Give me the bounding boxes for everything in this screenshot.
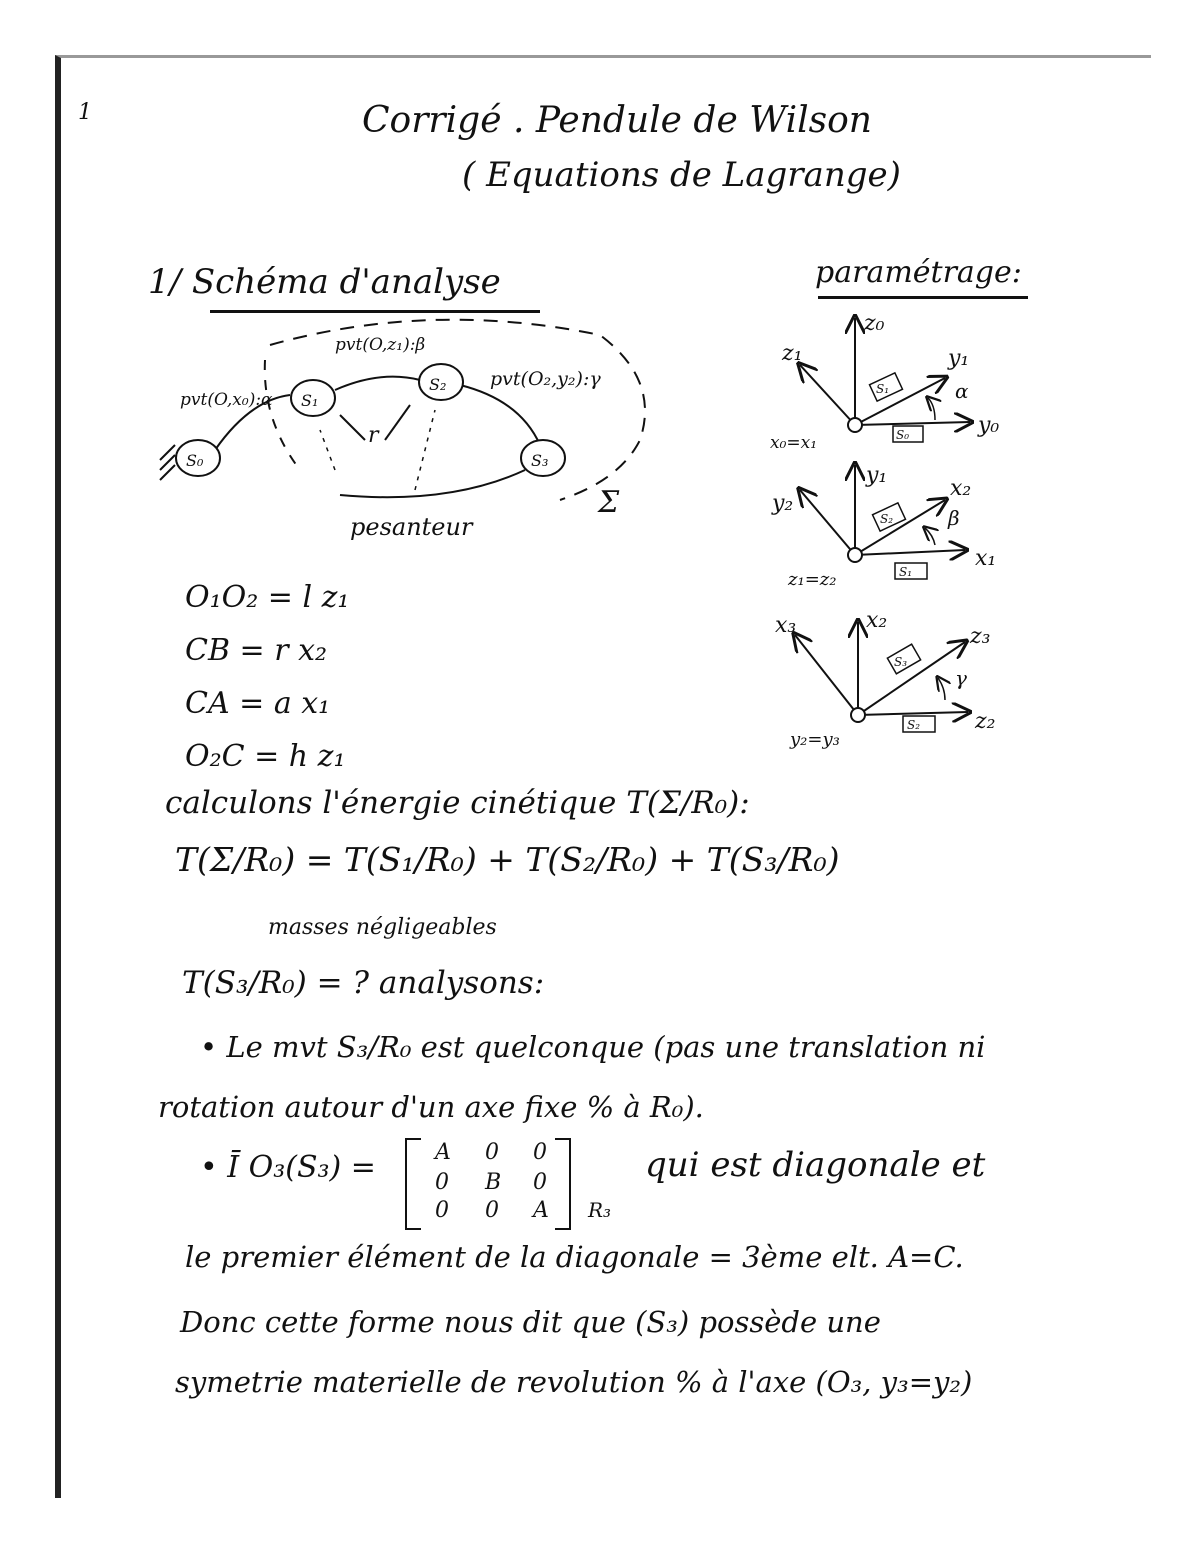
label-s3: S₃ <box>531 451 549 470</box>
spring-label: r <box>368 423 379 448</box>
svg-text:x₁: x₁ <box>975 546 997 571</box>
inertia-label: • Ī O₃(S₃) = <box>200 1150 376 1185</box>
matrix-cell: B <box>485 1170 502 1195</box>
svg-text:y₂=y₃: y₂=y₃ <box>790 729 840 750</box>
param-diagram-3 <box>775 608 995 750</box>
section-title: 1/ Schéma d'analyse <box>148 262 501 302</box>
movement-line-2: rotation autour d'un axe fixe % à R₀). <box>158 1090 704 1124</box>
kinetic-energy-intro: calculons l'énergie cinétique T(Σ/R₀): <box>165 785 750 821</box>
vector-o2c: O₂C = h z₁ <box>185 739 346 774</box>
svg-text:x₂: x₂ <box>866 608 888 633</box>
svg-text:y₁: y₁ <box>866 463 888 488</box>
svg-text:z₀: z₀ <box>864 311 885 336</box>
svg-text:x₃: x₃ <box>775 613 797 638</box>
label-s1: S₁ <box>301 391 319 410</box>
matrix-cell: 0 <box>485 1198 499 1223</box>
svg-text:S₀: S₀ <box>896 428 910 442</box>
svg-text:z₂: z₂ <box>975 709 996 734</box>
svg-text:S₂: S₂ <box>880 512 894 526</box>
diagonal-note: qui est diagonale et <box>645 1145 986 1185</box>
matrix-bracket-right <box>555 1138 571 1230</box>
svg-text:β: β <box>948 506 960 530</box>
conclusion-line-1: Donc cette forme nous dit que (S₃) possède une <box>180 1305 881 1339</box>
masses-note: masses négligeables <box>268 915 497 940</box>
svg-text:S₃: S₃ <box>894 655 908 669</box>
label-s0: S₀ <box>186 451 204 470</box>
svg-text:y₁: y₁ <box>948 346 970 371</box>
svg-text:x₀=x₁: x₀=x₁ <box>770 433 818 453</box>
kinetic-energy-sum: T(Σ/R₀) = T(S₁/R₀) + T(S₂/R₀) + T(S₃/R₀) <box>175 840 840 879</box>
parametrage-title: paramétrage: <box>815 255 1022 290</box>
vector-cb: CB = r x₂ <box>185 633 328 668</box>
svg-text:x₂: x₂ <box>950 476 972 501</box>
svg-text:γ: γ <box>955 666 967 690</box>
first-element-line: le premier élément de la diagonale = 3ème elt. A=C. <box>185 1240 964 1274</box>
matrix-cell: 0 <box>485 1140 499 1165</box>
param-diagram-1 <box>770 311 999 453</box>
matrix-cell: A <box>533 1198 549 1223</box>
link-beta-label: pvt(O,z₁):β <box>335 335 426 355</box>
page-title: Corrigé . Pendule de Wilson <box>362 100 872 141</box>
gravity-label: pesanteur <box>350 513 473 541</box>
system-label: Σ <box>598 485 620 520</box>
svg-text:y₂: y₂ <box>772 491 794 516</box>
matrix-cell: 0 <box>435 1198 449 1223</box>
vector-o1o2: O₁O₂ = l z₁ <box>185 580 350 615</box>
inertia-matrix <box>405 1138 590 1228</box>
matrix-cell: 0 <box>435 1170 449 1195</box>
movement-line-1: • Le mvt S₃/R₀ est quelconque (pas une translation ni <box>200 1030 986 1064</box>
page-subtitle: ( Equations de Lagrange) <box>462 155 901 195</box>
conclusion-line-2: symetrie materielle de revolution % à l'axe (O₃, y₃=y₂) <box>175 1365 973 1399</box>
svg-text:y₀: y₀ <box>978 413 1000 438</box>
label-s2: S₂ <box>429 375 447 394</box>
svg-text:z₁: z₁ <box>782 341 803 366</box>
svg-text:z₃: z₃ <box>970 624 991 649</box>
param-diagram-2 <box>771 463 996 590</box>
t-s3-question: T(S₃/R₀) = ? analysons: <box>182 965 545 1001</box>
link-gamma-label: pvt(O₂,y₂):γ <box>490 368 601 390</box>
matrix-cell: 0 <box>533 1170 547 1195</box>
svg-text:S₂: S₂ <box>907 718 921 732</box>
svg-text:z₁=z₂: z₁=z₂ <box>788 569 837 590</box>
matrix-cell: 0 <box>533 1140 547 1165</box>
vector-ca: CA = a x₁ <box>185 686 331 721</box>
svg-text:S₁: S₁ <box>899 565 913 579</box>
svg-text:α: α <box>955 379 969 403</box>
svg-text:S₁: S₁ <box>876 382 890 396</box>
matrix-cell: A <box>435 1140 451 1165</box>
page-number: 1 <box>78 100 92 125</box>
matrix-bracket-left <box>405 1138 421 1230</box>
link-alpha-label: pvt(O,x₀):α <box>180 390 273 410</box>
matrix-basis: R₃ <box>588 1198 612 1222</box>
